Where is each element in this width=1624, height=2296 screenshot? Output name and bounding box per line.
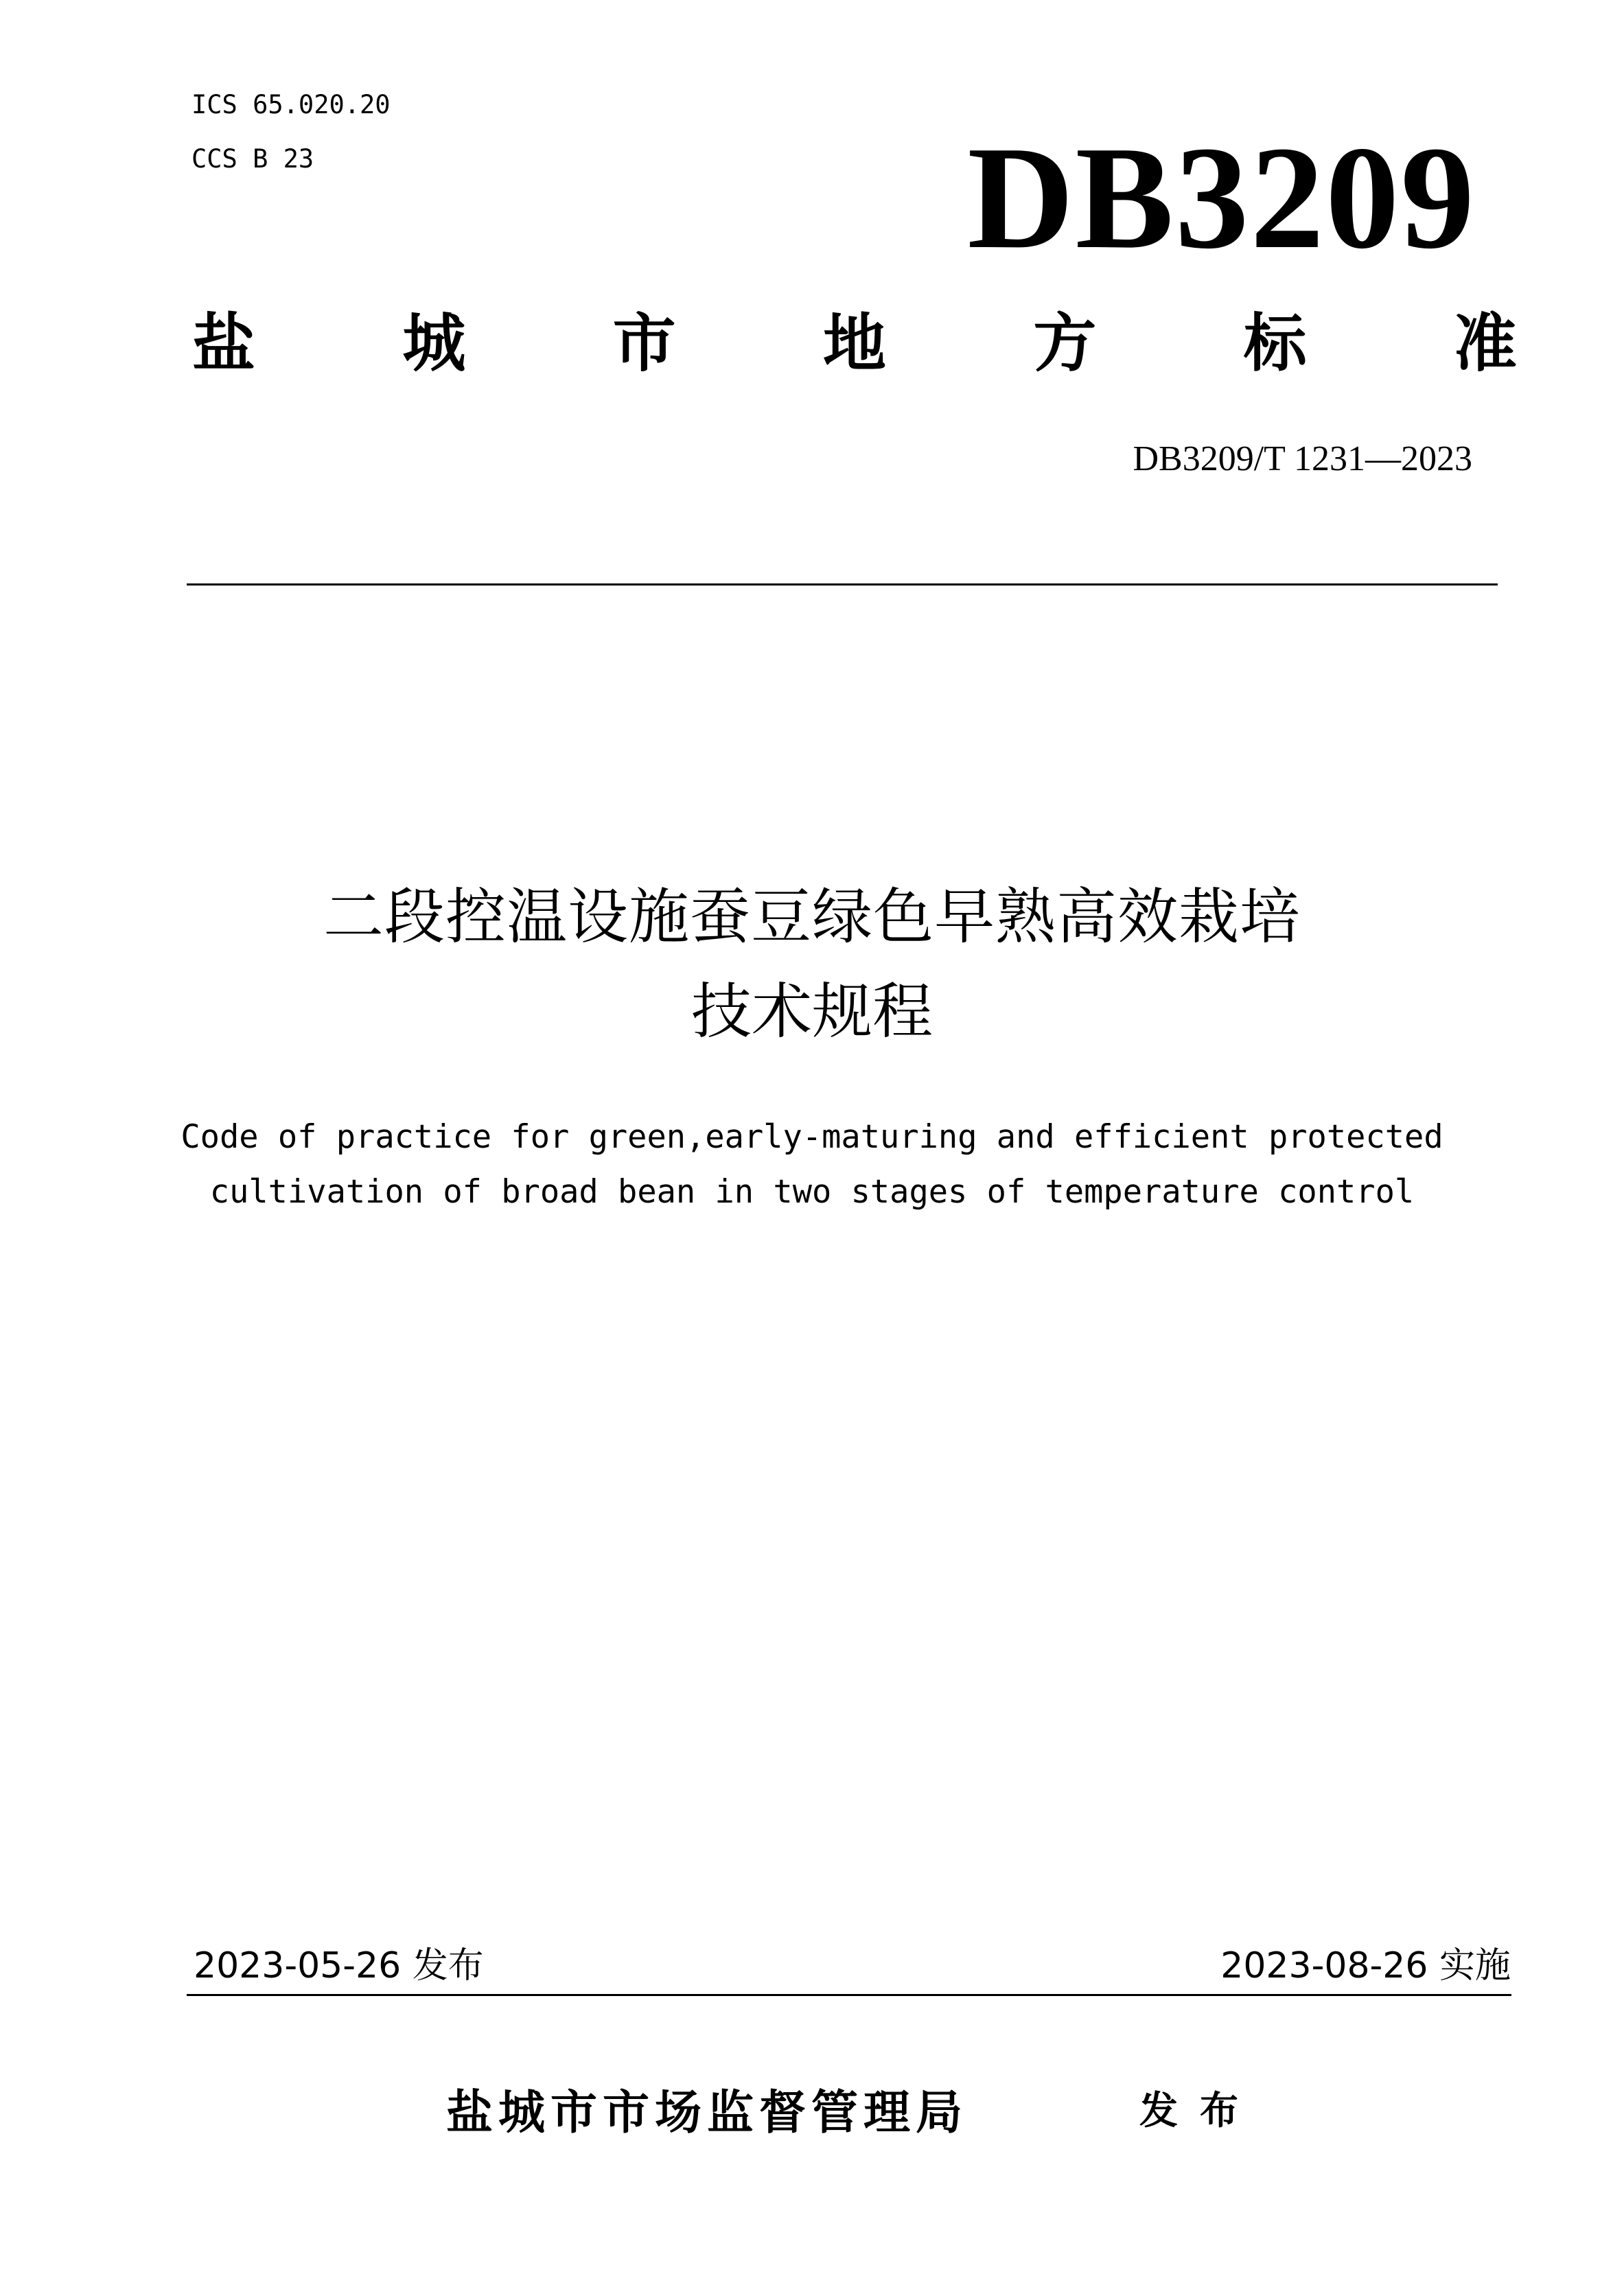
standard-type-char: 地 — [822, 307, 886, 380]
chinese-title-line-1: 二段控温设施蚕豆绿色早熟高效栽培 — [323, 881, 1301, 952]
chinese-title-line-2: 技术规程 — [691, 976, 933, 1047]
ics-code: ICS 65.020.20 — [192, 90, 391, 119]
ccs-code: CCS B 23 — [192, 144, 314, 174]
standard-type-heading — [192, 307, 1517, 380]
english-title-line-2: cultivation of broad bean in two stages of temperature control — [209, 1173, 1415, 1211]
standard-mark: DB3209 — [967, 115, 1476, 279]
issue-date: 2023-05-26 发布 — [194, 1945, 484, 1986]
standard-type-char: 盐 — [192, 307, 256, 380]
implementation-date: 2023-08-26 实施 — [1220, 1945, 1511, 1986]
standard-type-char: 方 — [1033, 307, 1097, 380]
header-divider — [187, 583, 1498, 585]
standard-type-char: 城 — [402, 307, 466, 380]
standard-type-char: 标 — [1243, 307, 1307, 380]
issuing-action: 发布 — [1139, 2089, 1260, 2133]
footer-divider — [187, 1994, 1511, 1996]
standard-type-char: 市 — [612, 307, 676, 380]
standard-type-char: 准 — [1453, 307, 1517, 380]
standard-number: DB3209/T 1231—2023 — [1133, 439, 1472, 478]
english-title-line-1: Code of practice for green,early-maturing and efficient protected — [181, 1118, 1443, 1156]
issuing-authority: 盐城市市场监督管理局 — [446, 2086, 968, 2140]
